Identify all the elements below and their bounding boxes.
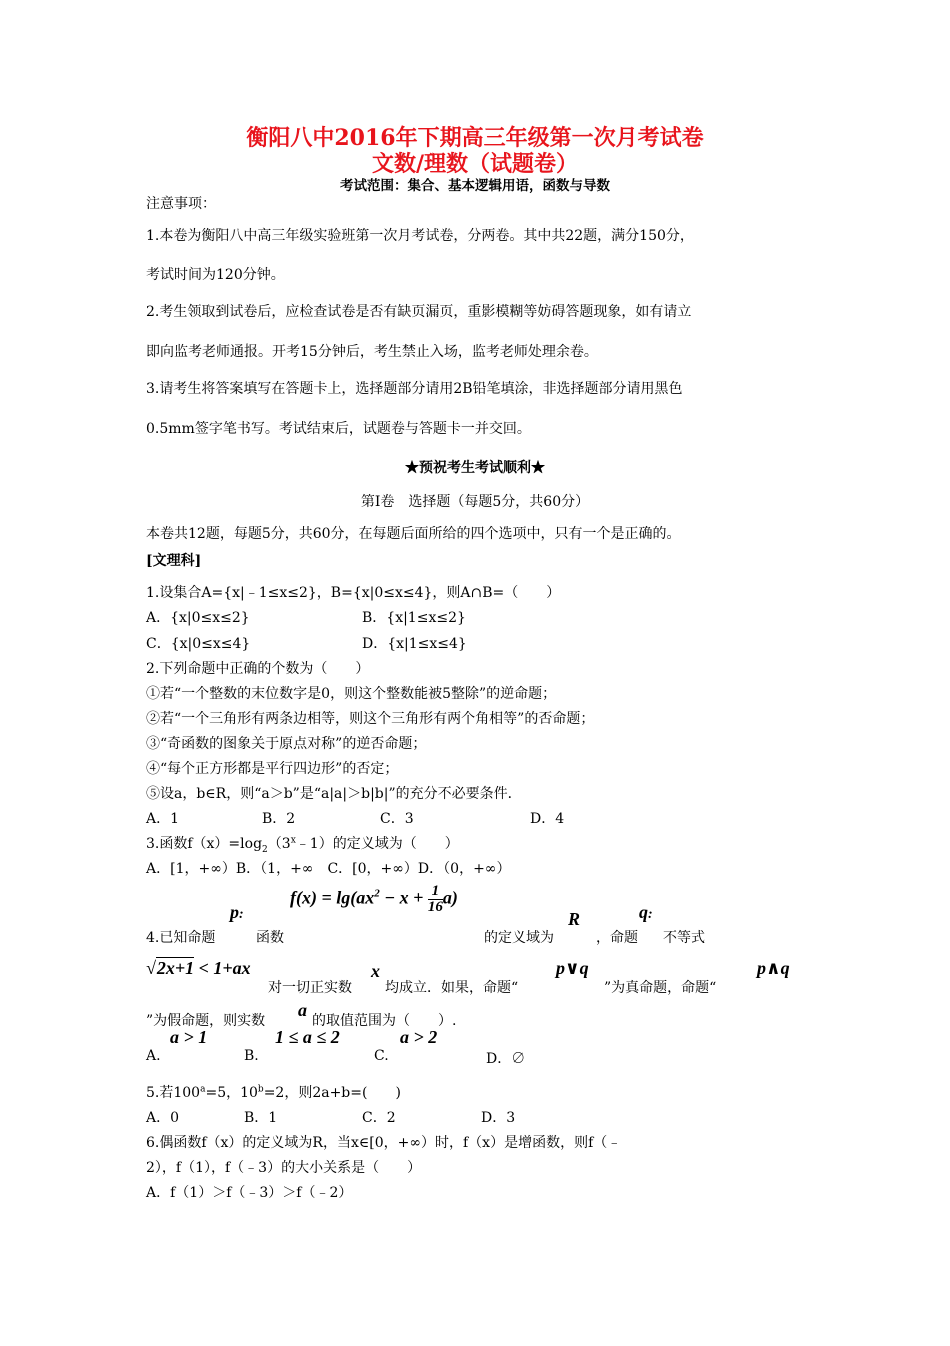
exam-subtitle: 文数/理数（试题卷） — [371, 151, 579, 177]
q3-stem-mid: （3 — [267, 836, 291, 852]
q4-text-4: ，命题 — [596, 930, 638, 946]
note-3-line-2: 0.5mm签字笔书写。考试结束后，试题卷与答题卡一并交回。 — [146, 421, 531, 437]
note-3-line-1: 3.请考生将答案填写在答题卡上，选择题部分请用2B铅笔填涂，非选择题部分请用黑色 — [146, 381, 683, 397]
q1-option-c: C．{x|0≤x≤4} — [146, 636, 251, 652]
q5-option-d: D．3 — [481, 1110, 516, 1126]
q4-text-5: 不等式 — [663, 930, 705, 946]
q3-log-base: 2 — [262, 844, 268, 855]
q4-text-1: 4.已知命题 — [146, 930, 216, 946]
q2-option-a: A．1 — [146, 811, 180, 827]
q4-R-symbol: R — [568, 909, 581, 929]
q4-text-3: 的定义域为 — [484, 930, 554, 946]
section-intro: 本卷共12题，每题5分，共60分，在每题后面所给的四个选项中，只有一个是正确的。 — [146, 526, 681, 542]
q5-exp-a: a — [200, 1084, 206, 1095]
q5-option-b: B．1 — [244, 1110, 278, 1126]
q6-stem-line-2: 2），f（1），f（﹣3）的大小关系是（ ） — [146, 1160, 422, 1176]
q4-fraction: $\frac{1}{16}$ — [427, 883, 443, 915]
q2-statement-2: ②若“一个三角形有两条边相等，则这个三角形有两个角相等”的否命题； — [146, 711, 595, 727]
q6-stem-line-1: 6.偶函数f（x）的定义域为R，当x∈[0，+∞）时，f（x）是增函数，则f（﹣ — [146, 1135, 622, 1151]
q2-option-c: C．3 — [380, 811, 414, 827]
q4-option-a: A. — [146, 1048, 161, 1064]
q2-stem: 2.下列命题中正确的个数为（ ） — [146, 661, 370, 677]
note-1-line-1: 1.本卷为衡阳八中高三年级实验班第一次月考试卷，分两卷。其中共22题，满分150分， — [146, 228, 694, 244]
q2-statement-4: ④“每个正方形都是平行四边形”的否定； — [146, 761, 399, 777]
exam-title: 衡阳八中2016年下期高三年级第一次月考试卷 — [246, 125, 704, 151]
q4-text-9: ”为假命题，则实数 — [146, 1013, 266, 1029]
q2-option-d: D．4 — [530, 811, 565, 827]
q3-options: A．[1，+∞）B．（1，+∞ C．[0，+∞）D．（0，+∞） — [146, 861, 511, 877]
note-2-line-2: 即向监考老师通报。开考15分钟后，考生禁止入场，监考老师处理余卷。 — [146, 344, 598, 360]
q4-text-2: 函数 — [256, 930, 284, 946]
q4-x-symbol: x — [371, 961, 380, 981]
q5-option-c: C．2 — [362, 1110, 396, 1126]
q2-statement-5: ⑤设a，b∈R，则“a＞b”是“a|a|＞b|b|”的充分不必要条件． — [146, 786, 522, 802]
notes-heading: 注意事项： — [146, 196, 216, 212]
q4-option-c: C. — [374, 1048, 389, 1064]
q3-exponent: x — [290, 835, 296, 846]
q4-option-b-math: 1 ≤ a ≤ 2 — [275, 1027, 340, 1047]
q5-stem: 5.若$100^a=5$，$10^b=2$，则2a+b=( ) — [146, 1084, 401, 1101]
q4-text-6: 对一切正实数 — [268, 980, 352, 996]
q4-p-and-q: p∧q — [757, 958, 790, 978]
note-2-line-1: 2.考生领取到试卷后，应检查试卷是否有缺页漏页，重影模糊等妨碍答题现象，如有请立 — [146, 304, 692, 320]
q4-inequality: √2x+1 < 1+ax — [146, 958, 251, 978]
q4-p-or-q: p∨q — [556, 958, 589, 978]
q2-statement-1: ①若“一个整数的末位数字是0，则这个整数能被5整除”的逆命题； — [146, 686, 557, 702]
section-title: 第Ⅰ卷 选择题（每题5分，共60分） — [360, 494, 590, 510]
q4-p-label: p: — [230, 902, 244, 922]
q4-text-8: ”为真命题，命题“ — [604, 980, 717, 996]
q4-text-7: 均成立．如果，命题“ — [385, 980, 519, 996]
q4-q-label: q: — [639, 902, 653, 922]
q4-option-d: D．∅ — [486, 1051, 526, 1067]
q4-text-10: 的取值范围为（ ）. — [312, 1013, 457, 1029]
q4-a-symbol: a — [298, 1000, 307, 1020]
section-tag: [文理科] — [146, 553, 202, 569]
q1-stem: 1.设集合A={x|﹣1≤x≤2}，B={x|0≤x≤4}，则A∩B=（ ） — [146, 585, 561, 601]
q3-stem-pre: 3.函数f（x）=log — [146, 836, 263, 852]
q1-option-d: D．{x|1≤x≤4} — [362, 636, 467, 652]
q4-option-b: B. — [244, 1048, 259, 1064]
note-1-line-2: 考试时间为120分钟。 — [146, 267, 285, 283]
q4-option-a-math: a > 1 — [170, 1027, 208, 1047]
q3-stem — [146, 833, 459, 855]
q2-statement-3: ③“奇函数的图象关于原点对称”的逆否命题； — [146, 736, 427, 752]
q6-option-a: A．f（1）＞f（﹣3）＞f（﹣2） — [146, 1185, 353, 1201]
exam-scope: 考试范围：集合、基本逻辑用语，函数与导数 — [340, 178, 610, 194]
good-luck-banner: ★预祝考生考试顺利★ — [405, 460, 545, 476]
q5-exp-b: b — [257, 1084, 264, 1095]
q1-option-b: B．{x|1≤x≤2} — [362, 610, 466, 626]
q2-option-b: B．2 — [262, 811, 296, 827]
q3-stem-post: ﹣1）的定义域为（ ） — [295, 836, 459, 852]
q5-option-a: A．0 — [146, 1110, 180, 1126]
q4-function-formula: $f(x) = \lg(ax^2 - x$ + $\frac{1}{16}$ a) — [290, 883, 458, 915]
q1-option-a: A．{x|0≤x≤2} — [146, 610, 250, 626]
q4-option-c-math: a > 2 — [400, 1027, 438, 1047]
